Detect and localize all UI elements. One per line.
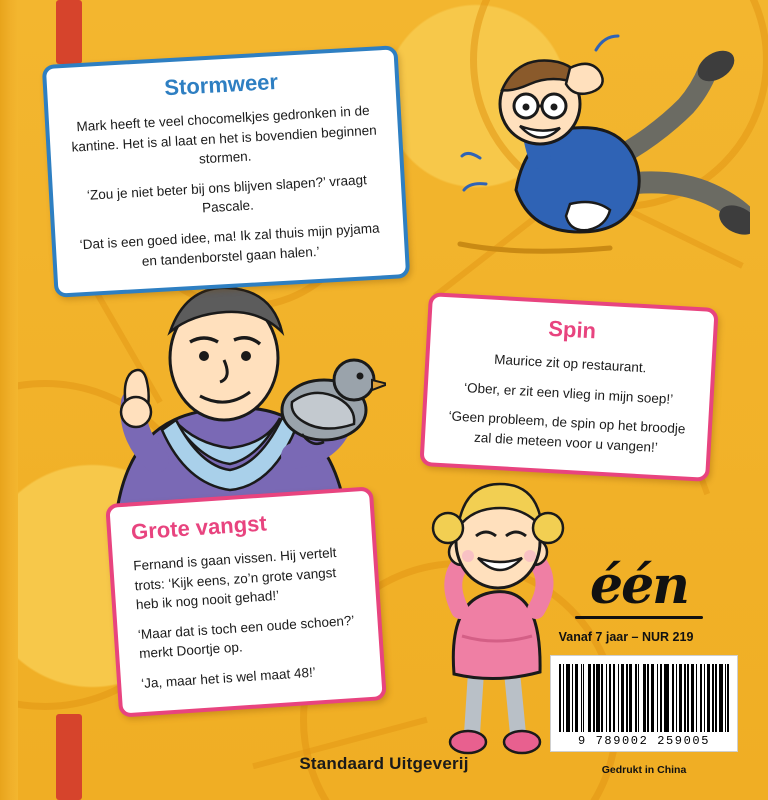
card-paragraph: ‘Ober, er zit een vlieg in mijn soep!’ [463,379,674,407]
book-spine-edge [0,0,18,800]
story-card-spin [419,292,718,482]
barcode-number: 9 789002 259005 [577,734,711,748]
barcode-bars [559,664,729,732]
card-title: Grote vangst [130,510,268,545]
broadcaster-logo-text: één [590,555,688,616]
card-paragraph: ‘Geen probleem, de spin op het broodje zal die meteen voor u vangen!’ [448,408,686,455]
printed-in-label: Gedrukt in China [601,764,687,776]
card-paragraph: ‘Dat is een goed idee, ma! Ik zal thuis mijn pyjama en tandenborstel gaan halen.’ [79,220,380,269]
card-paragraph: ‘Ja, maar het is wel maat 48!’ [140,664,317,692]
card-paragraph: Maurice zit op restaurant. [493,351,647,376]
barcode-block [550,655,738,752]
card-title: Spin [547,315,597,344]
falling-man-illustration [420,8,750,278]
card-paragraph: Mark heeft te veel chocomelkjes gedronken in de kantine. Het is al laat en het is bovendien beginnen stormen. [71,103,378,167]
card-paragraph: Fernand is gaan vissen. Hij vertelt trots: ‘Kijk eens, zo’n grote vangst heb ik nog nooit gehad!’ [132,545,337,613]
age-and-nur-label: Vanaf 7 jaar – NUR 219 [558,630,694,644]
card-title: Stormweer [163,68,279,101]
card-paragraph: ‘Maar dat is toch een oude schoen?’ merkt Doortje op. [137,612,355,662]
publisher-name: Standaard Uitgeverij [299,754,469,773]
story-card-stormweer [42,45,410,298]
story-card-grote-vangst [105,486,387,717]
spine-red-band-top [56,0,82,64]
broadcaster-logo-underline [575,616,703,619]
broadcaster-logo [564,555,714,619]
card-paragraph: ‘Zou je niet beter bij ons blijven slapen?’ vraagt Pascale. [86,172,368,216]
